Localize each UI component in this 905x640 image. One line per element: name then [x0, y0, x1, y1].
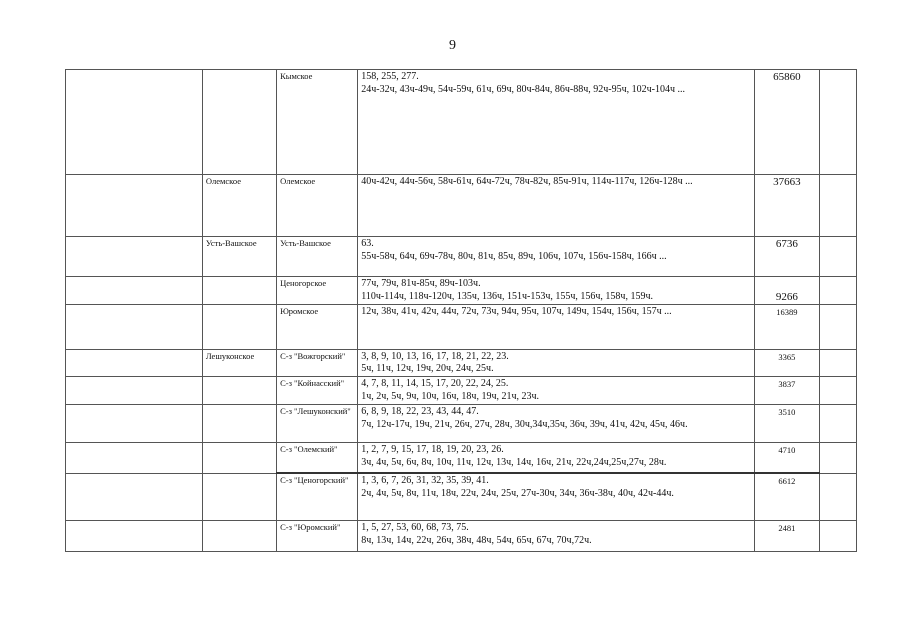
cell-district — [202, 277, 276, 305]
plot-line-1: 4, 7, 8, 11, 14, 15, 17, 20, 22, 24, 25. — [361, 378, 509, 390]
table-row — [66, 175, 857, 237]
area-value: 3365 — [754, 349, 819, 377]
table-row — [66, 473, 857, 520]
plot-line-2: 24ч-32ч, 43ч-49ч, 54ч-59ч, 61ч, 69ч, 80ч-84ч, 86ч-88ч, 92ч-95ч, 102ч-104ч ... — [361, 83, 686, 95]
settlement-name: С-з "Койнасский" — [277, 377, 358, 405]
table-row — [66, 404, 857, 442]
area-value: 3510 — [754, 404, 819, 442]
area-value: 65860 — [754, 70, 819, 175]
table-row — [66, 377, 857, 405]
plot-numbers — [358, 237, 755, 277]
cell-blank — [66, 175, 203, 237]
settlement-name: Кымское — [277, 70, 358, 175]
plot-numbers — [358, 349, 755, 377]
cell-blank — [819, 442, 856, 473]
cell-blank — [66, 277, 203, 305]
plot-numbers — [358, 442, 755, 473]
area-value: 37663 — [754, 175, 819, 237]
cell-district — [202, 473, 276, 520]
area-value: 6736 — [754, 237, 819, 277]
cell-blank — [66, 70, 203, 175]
settlement-name: Юромское — [277, 304, 358, 349]
district-name: Усть-Вашское — [202, 237, 276, 277]
plot-line-1: 1, 5, 27, 53, 60, 68, 73, 75. — [361, 521, 469, 533]
plot-line-2: 3ч, 4ч, 5ч, 6ч, 8ч, 10ч, 11ч, 12ч, 13ч, 14ч, 16ч, 21ч, 22ч,24ч,25ч,27ч, 28ч. — [361, 456, 667, 468]
cell-blank — [66, 304, 203, 349]
area-value: 6612 — [754, 473, 819, 520]
cell-blank — [819, 70, 856, 175]
cell-district — [202, 442, 276, 473]
district-name: Лешуконское — [202, 349, 276, 377]
table-row — [66, 349, 857, 377]
plot-line-1: 1, 3, 6, 7, 26, 31, 32, 35, 39, 41. — [361, 475, 489, 487]
plot-line-2: 55ч-58ч, 64ч, 69ч-78ч, 80ч, 81ч, 85ч, 89ч, 106ч, 107ч, 156ч-158ч, 166ч ... — [361, 250, 667, 262]
plot-line-2: 40ч-42ч, 44ч-56ч, 58ч-61ч, 64ч-72ч, 78ч-82ч, 85ч-91ч, 114ч-117ч, 126ч-128ч ... — [361, 176, 693, 187]
plot-numbers — [358, 70, 755, 175]
cell-blank — [66, 237, 203, 277]
plot-line-1: 77ч, 79ч, 81ч-85ч, 89ч-103ч. — [361, 278, 481, 289]
cell-blank — [819, 404, 856, 442]
table-row — [66, 237, 857, 277]
plot-numbers — [358, 404, 755, 442]
cell-blank — [819, 175, 856, 237]
area-value: 3837 — [754, 377, 819, 405]
plot-numbers — [358, 473, 755, 520]
table-row — [66, 442, 857, 473]
plot-numbers — [358, 520, 755, 551]
plot-line-2: 2ч, 4ч, 5ч, 8ч, 11ч, 18ч, 22ч, 24ч, 25ч, 27ч-30ч, 34ч, 36ч-38ч, 40ч, 42ч-44ч. — [361, 488, 674, 500]
plot-numbers — [358, 377, 755, 405]
plot-line-1: 6, 8, 9, 18, 22, 23, 43, 44, 47. — [361, 405, 479, 417]
plot-line-2: 1ч, 2ч, 5ч, 9ч, 10ч, 16ч, 18ч, 19ч, 21ч, 23ч. — [361, 390, 540, 402]
cell-district — [202, 70, 276, 175]
plot-line-1: 158, 255, 277. — [361, 71, 419, 82]
plot-line-1: 1, 2, 7, 9, 15, 17, 18, 19, 20, 23, 26. — [361, 443, 504, 455]
page-number: 9 — [449, 38, 456, 53]
area-value: 9266 — [754, 277, 819, 305]
table-row — [66, 70, 857, 175]
cell-blank — [66, 404, 203, 442]
settlement-name: С-з "Ценогорский" — [277, 473, 358, 520]
settlement-name: С-з "Юромский" — [277, 520, 358, 551]
cell-blank — [66, 520, 203, 551]
cell-blank — [819, 277, 856, 305]
plot-line-2: 5ч, 11ч, 12ч, 19ч, 20ч, 24ч, 25ч. — [361, 363, 494, 375]
district-name: Олемское — [202, 175, 276, 237]
settlement-name: С-з "Лешуконский" — [277, 404, 358, 442]
cell-district — [202, 377, 276, 405]
plot-line-2: 7ч, 12ч-17ч, 19ч, 21ч, 26ч, 27ч, 28ч, 30ч,34ч,35ч, 36ч, 39ч, 41ч, 42ч, 45ч, 46ч. — [361, 418, 688, 430]
cell-blank — [66, 349, 203, 377]
cell-blank — [819, 304, 856, 349]
settlement-name: С-з "Олемский" — [277, 442, 358, 473]
cell-blank — [66, 377, 203, 405]
cell-blank — [819, 349, 856, 377]
plot-numbers — [358, 277, 755, 305]
cell-blank — [819, 377, 856, 405]
settlement-name: Усть-Вашское — [277, 237, 358, 277]
table-row — [66, 520, 857, 551]
plot-line-2: 12ч, 38ч, 41ч, 42ч, 44ч, 72ч, 73ч, 94ч, 95ч, 107ч, 149ч, 154ч, 156ч, 157ч ... — [361, 305, 672, 317]
table-row — [66, 277, 857, 305]
cell-blank — [819, 520, 856, 551]
plot-line-2: 110ч-114ч, 118ч-120ч, 135ч, 136ч, 151ч-153ч, 155ч, 156ч, 158ч, 159ч. — [361, 290, 653, 302]
plot-numbers — [358, 304, 755, 349]
settlement-name: С-з "Вожгорский" — [277, 349, 358, 377]
cell-district — [202, 304, 276, 349]
table-row — [66, 304, 857, 349]
cell-blank — [819, 473, 856, 520]
area-value: 4710 — [754, 442, 819, 473]
plot-line-2: 8ч, 13ч, 14ч, 22ч, 26ч, 38ч, 48ч, 54ч, 65ч, 67ч, 70ч,72ч. — [361, 534, 592, 546]
cell-blank — [66, 473, 203, 520]
area-value: 2481 — [754, 520, 819, 551]
settlement-name: Олемское — [277, 175, 358, 237]
area-value: 16389 — [754, 304, 819, 349]
land-plots-table — [65, 69, 857, 552]
plot-line-1: 63. — [361, 238, 374, 249]
settlement-name: Ценогорское — [277, 277, 358, 305]
cell-blank — [819, 237, 856, 277]
cell-blank — [66, 442, 203, 473]
plot-line-1: 3, 8, 9, 10, 13, 16, 17, 18, 21, 22, 23. — [361, 350, 509, 362]
cell-district — [202, 404, 276, 442]
plot-numbers — [358, 175, 755, 237]
cell-district — [202, 520, 276, 551]
